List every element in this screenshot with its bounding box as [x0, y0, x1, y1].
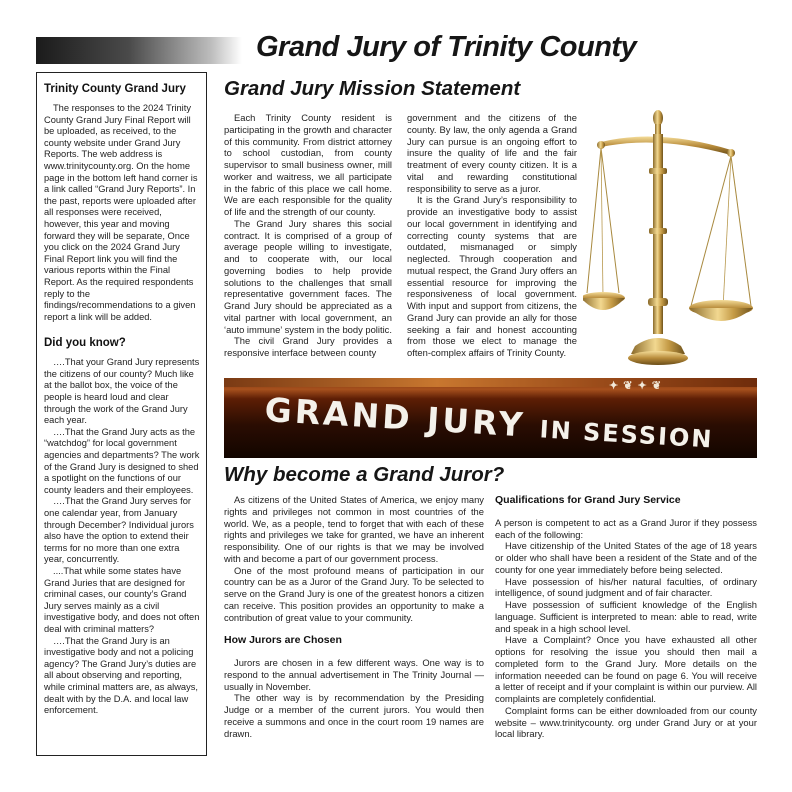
why-paragraph: One of the most profound means of participation in our country can be as a Juror of the Grand Jury. To be selected to serve on the Grand Jury is one of the greatest honors a citizen can receive. This position provides an opportunity to make a contribution of great value to your community. — [224, 564, 484, 623]
qualifications-column — [495, 494, 757, 740]
mission-paragraph: Each Trinity County resident is participating in the growth and character of this community. From district attorney to school custodian, from county supervisor to small business owner, mill worker and waitress, we all participate in the fabric of this place we call home. We are each responsible for the quality of life and the strength of our county. — [224, 112, 392, 217]
fact-item: ….That the Grand Jury acts as the “watchdog” for local government agencies and departments? The work of the Grand Jury is designed to shed a spotlight on the functions of our county leaders and their employees. — [44, 426, 200, 495]
mission-paragraph: government and the citizens of the county. By law, the only agenda a Grand Jury can pursue is an ongoing effort to insure the quality of life and the fair treatment of every county citizen. It is a vital and rewarding constitutional responsibility to serve as a juror. — [407, 112, 577, 194]
mission-paragraph: The civil Grand Jury provides a responsive interface between county — [224, 335, 392, 358]
fact-item: ….That your Grand Jury represents the citizens of our county? Much like at the ballot box, the voice of the people is heard loud and clear through the work of the Grand Jury each year. — [44, 357, 200, 426]
banner-text-grand-jury: GRAND JURY — [263, 390, 527, 445]
why-column-1 — [224, 494, 484, 739]
qualifications-intro: A person is competent to act as a Grand Juror if they possess each of the following: — [495, 516, 757, 540]
why-paragraph: The other way is by recommendation by the Presiding Judge or a member of the current jurors. You would then receive a summons and once in the court room 19 names are drawn. — [224, 692, 484, 739]
fact-item: ….That the Grand Jury is an investigative body and not a policing agency? The Grand Jury’s duties are all about observing and reporting, while criminal matters are, as always, dealt with by the D.A. and local law enforcement. — [44, 635, 198, 716]
sidebar-heading: Trinity County Grand Jury — [44, 83, 186, 95]
fact-item: ....That while some states have Grand Juries that are designed for criminal cases, our county’s Grand Jury serves mainly as a civil investigative body, and does not often deal with criminal matters? — [44, 565, 200, 634]
mission-column-2 — [407, 112, 577, 359]
how-jurors-chosen-heading: How Jurors are Chosen — [224, 634, 342, 647]
qualifications-heading: Qualifications for Grand Jury Service — [495, 494, 681, 506]
why-heading: Why become a Grand Juror? — [224, 463, 505, 486]
qualification-item: Have a Complaint? Once you have exhausted all other options for resolving the issue you should then mail a completed form to the Grand Jury. More details on the information neeeded can be found on page 6. You will receive a letter of receipt and if your complaint is within our purview. All complaints are completely confidential. — [495, 634, 757, 704]
mission-paragraph: The Grand Jury shares this social contract. It is comprised of a group of average people willing to investigate, and to cooperate with, our local governing bodies to help provide solutions to the challenges that small representative government faces. The Grand Jury should be appreciated as a vital partner with local government, an ‘auto immune’ system in the body politic. — [224, 217, 392, 335]
qualification-item: Have possession of his/her natural faculties, of ordinary intelligence, of sound judgment and of fair character. — [495, 575, 757, 599]
banner-wood-strip — [224, 378, 757, 387]
banner-seal-emblem: ✦ ❦ ✦ ❦ — [609, 380, 663, 392]
qualification-item: Have citizenship of the United States of the age of 18 years or older who shall have been a resident of the State and of the county for one year immediately before being selected. — [495, 540, 757, 575]
fact-item: ….That the Grand Jury serves for one calendar year, from January through December? Individual jurors also have the option to extend their terms for no more than one extra year, concurrently. — [44, 496, 194, 565]
mission-heading: Grand Jury Mission Statement — [224, 77, 521, 100]
grand-jury-in-session-banner — [224, 378, 757, 458]
sidebar-box — [36, 72, 207, 756]
banner-sign-text — [262, 390, 755, 458]
qualification-item: Have possession of sufficient knowledge of the English language. Sufficient is interpreted to mean: able to read, write and speak in a high school level. — [495, 599, 757, 634]
header-gradient-bar — [36, 37, 242, 64]
scales-of-justice-image — [583, 108, 757, 370]
did-you-know-heading: Did you know? — [44, 337, 126, 350]
banner-text-in-session: IN SESSION — [538, 415, 715, 454]
why-paragraph: As citizens of the United States of America, we enjoy many rights and privileges not common in most countries of the world. We, as a people, tend to forget that with each of these rights and privileges we take for granted, we have an inherent responsibility. One of our rights is that we may be involved with and become a part of our government process. — [224, 494, 484, 564]
why-paragraph: Jurors are chosen in a few different ways. One way is to respond to the annual advertisement in The Trinity Journal — usually in November. — [224, 657, 484, 692]
masthead-title: Grand Jury of Trinity County — [256, 31, 637, 63]
qualification-item: Complaint forms can be either downloaded from our county website – www.trinitycounty. org under Grand Jury or at your local library. — [495, 704, 757, 740]
mission-column-1 — [224, 112, 392, 359]
mission-paragraph: It is the Grand Jury’s responsibility to provide an investigative body to assist our local government in identifying and correcting county systems that are outdated, mismanaged or simply neglected. Through cooperation and mutual respect, the Grand Jury offers an essential resource for improving the responsiveness of local government. With input and support from citizens, the Grand Jury can provide an ally for those seeking a fair and honest accounting from those we elect to manage the often-complex affairs of Trinity County. — [407, 194, 577, 358]
sidebar-intro: The responses to the 2024 Trinity County Grand Jury Final Report will be uploaded, as received, to the county website under Grand Jury Reports. The web address is www.trinitycounty.org. On the home page in the bottom left hand corner is a link called “Grand Jury Reports”. In the past, reports were uploaded after all responses were received, however, this year and moving forward they will be separate, Once you click on the 2024 Grand Jury Final Report link you will find the various reports within the Final Report. As the required respondents reply to the findings/recommendations to a given report a link will be added. — [44, 103, 198, 322]
